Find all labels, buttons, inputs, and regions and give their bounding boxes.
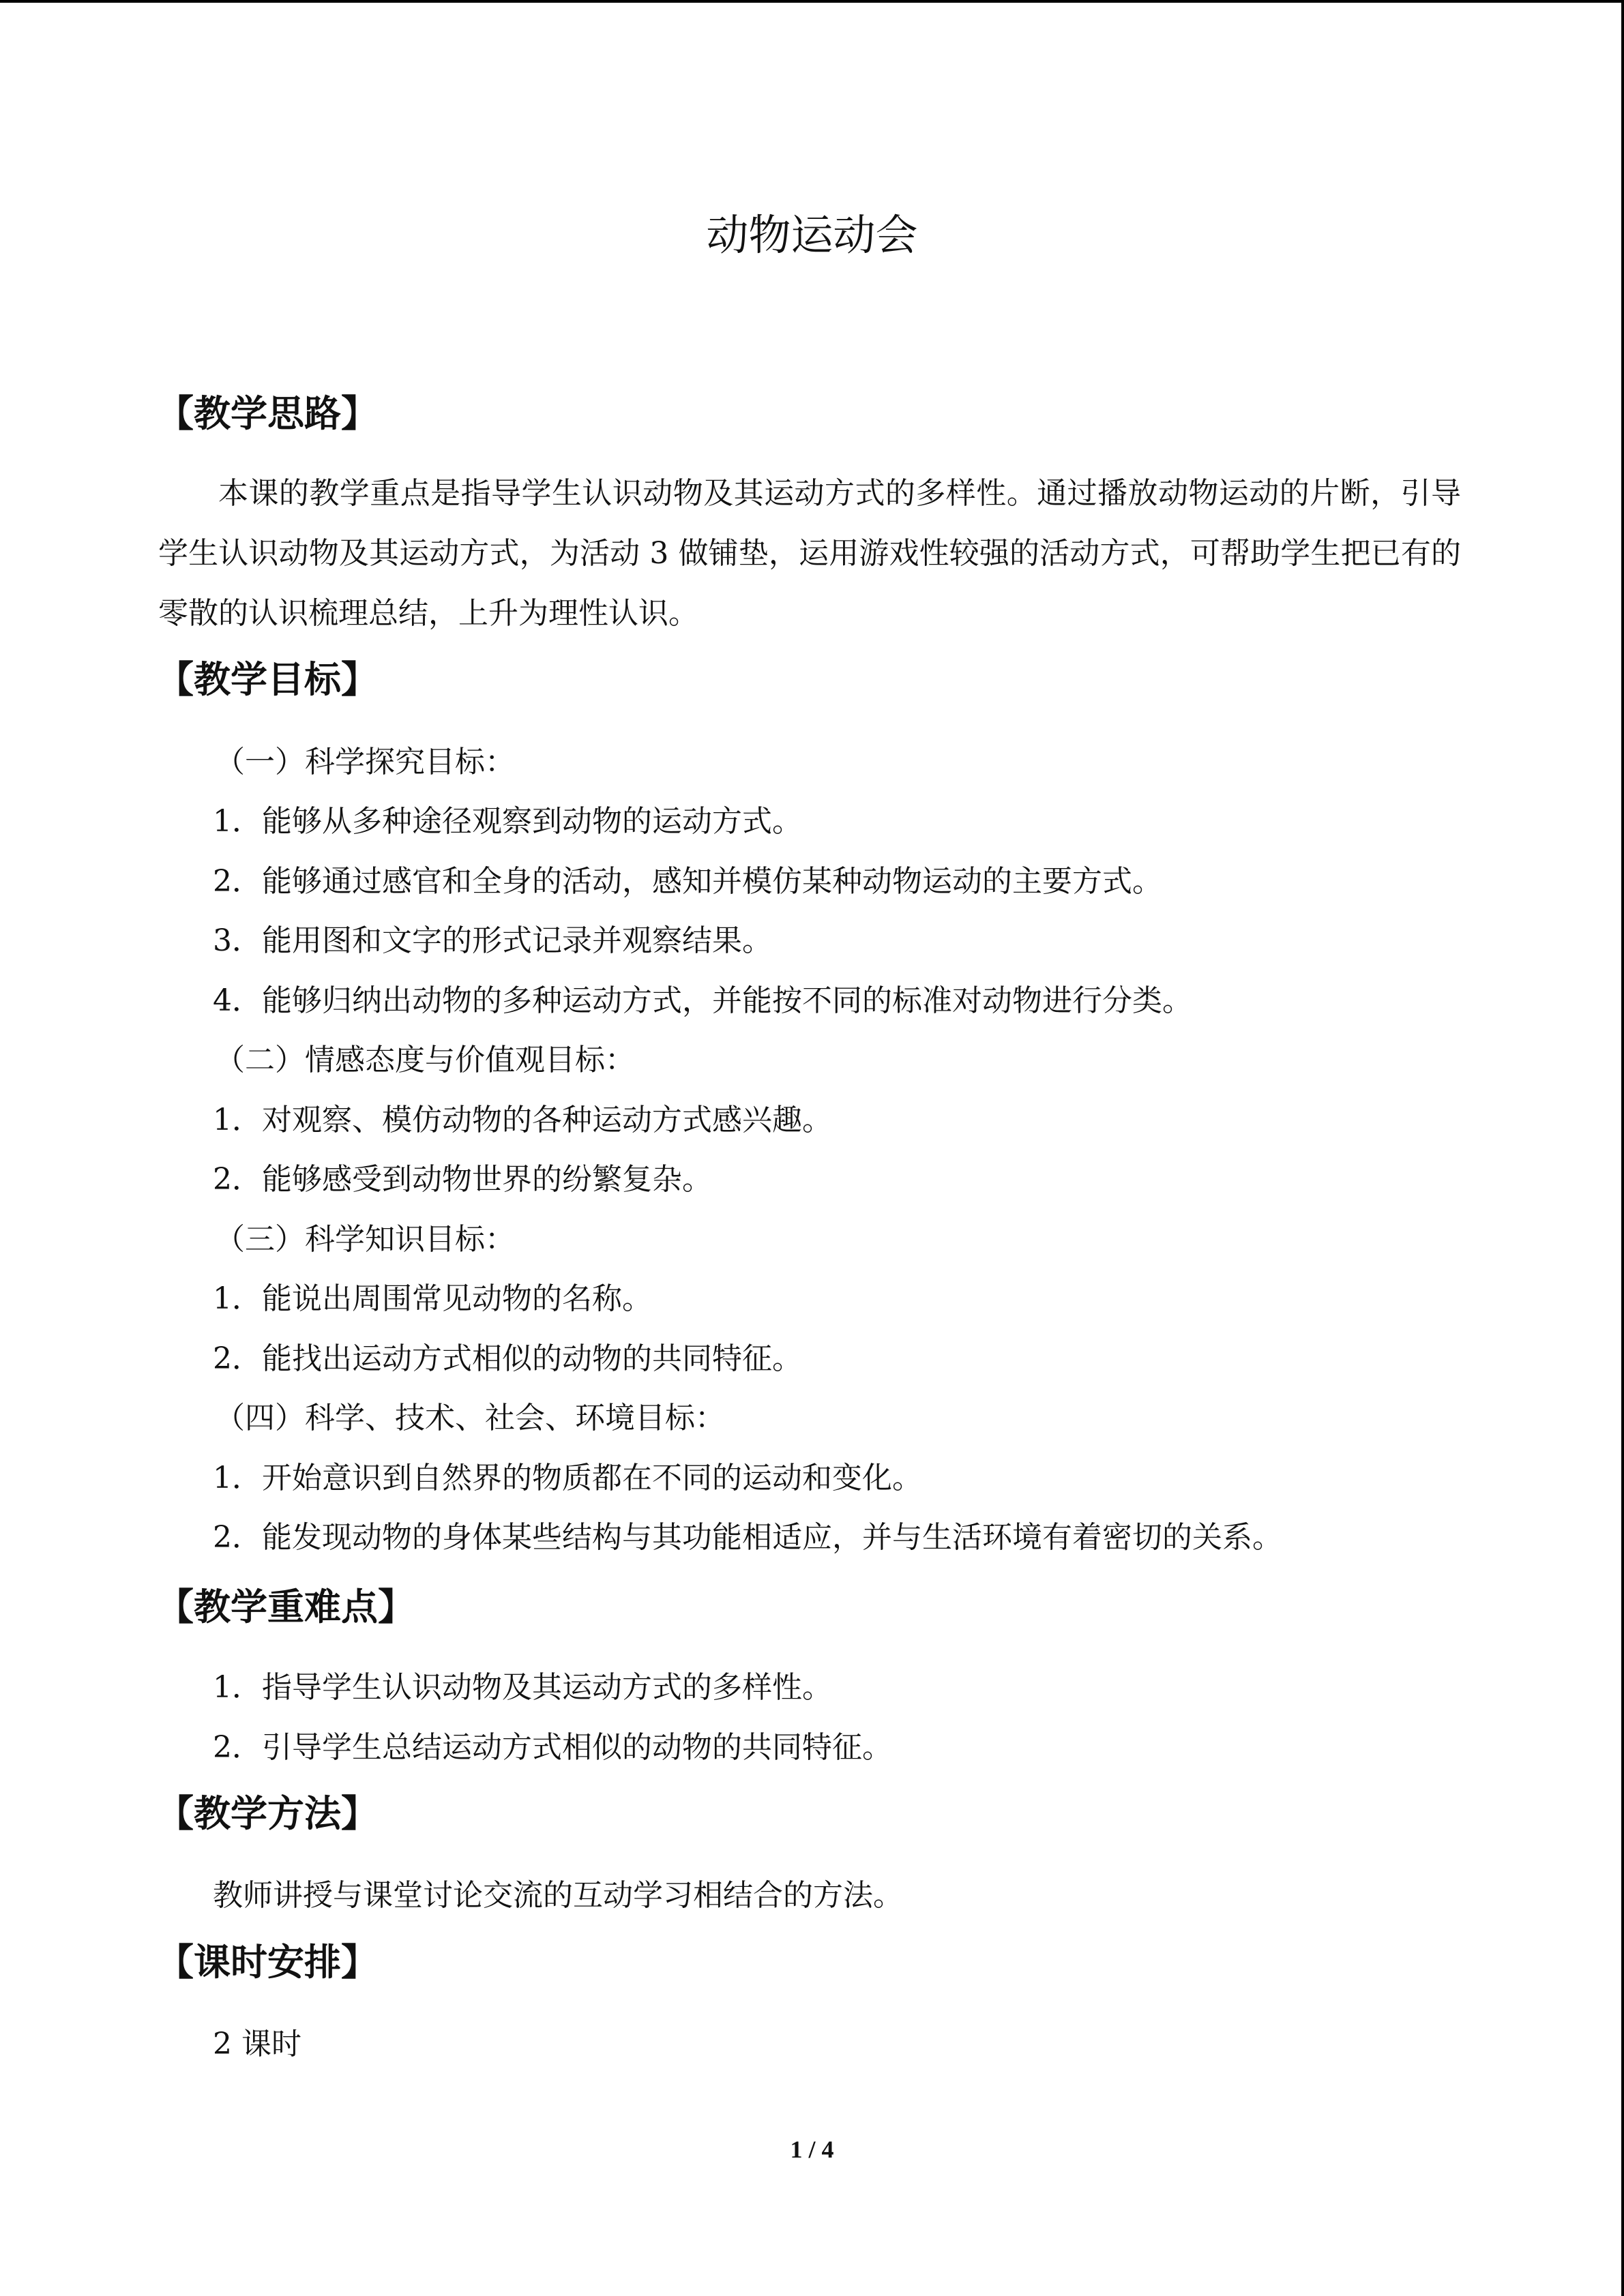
objective-item: 3．能用图和文字的形式记录并观察结果。 [213,923,772,958]
objective-group-inquiry: （一）科学探究目标： [215,745,515,779]
heading-teaching-methods: 【教学方法】 [157,1792,378,1835]
heading-teaching-objectives: 【教学目标】 [157,658,378,701]
teaching-approach-paragraph: 本课的教学重点是指导学生认识动物及其运动方式的多样性。通过播放动物运动的片断，引导学生认识动物及其运动方式，为活动 3 做铺垫，运用游戏性较强的活动方式，可帮助学生把已有的零散的认识梳理总结，上升为理性认识。 [158,476,1461,631]
objective-item: 1．能说出周围常见动物的名称。 [213,1281,652,1316]
right-border [1621,0,1624,2296]
objective-item: 1．开始意识到自然界的物质都在不同的运动和变化。 [213,1461,922,1495]
page-indicator: 1 / 4 [790,2136,834,2163]
top-border [0,0,1624,3]
heading-key-points: 【教学重难点】 [157,1585,415,1628]
objective-item: 4．能够归纳出动物的多种运动方式，并能按不同的标准对动物进行分类。 [213,983,1192,1018]
objective-item: 2．能发现动物的身体某些结构与其功能相适应，并与生活环境有着密切的关系。 [213,1520,1282,1555]
objective-item: 2．能够感受到动物世界的纷繁复杂。 [213,1162,712,1197]
heading-class-schedule: 【课时安排】 [157,1941,378,1984]
class-schedule-text: 2 课时 [213,2027,301,2061]
objective-group-knowledge: （三）科学知识目标： [215,1222,515,1257]
key-point-item: 2．引导学生总结运动方式相似的动物的共同特征。 [213,1730,892,1765]
teaching-methods-text: 教师讲授与课堂讨论交流的互动学习相结合的方法。 [213,1878,903,1913]
objective-group-attitude: （二）情感态度与价值观目标： [215,1043,635,1077]
document-title: 动物运动会 [706,210,918,260]
objective-item: 2．能够通过感官和全身的活动，感知并模仿某种动物运动的主要方式。 [213,864,1162,899]
objective-item: 1．对观察、模仿动物的各种运动方式感兴趣。 [213,1103,832,1137]
objective-item: 1．能够从多种途径观察到动物的运动方式。 [213,804,802,839]
heading-teaching-approach: 【教学思路】 [157,392,378,435]
key-point-item: 1．指导学生认识动物及其运动方式的多样性。 [213,1670,832,1705]
objective-item: 2．能找出运动方式相似的动物的共同特征。 [213,1341,802,1376]
objective-group-stse: （四）科学、技术、社会、环境目标： [215,1401,725,1435]
